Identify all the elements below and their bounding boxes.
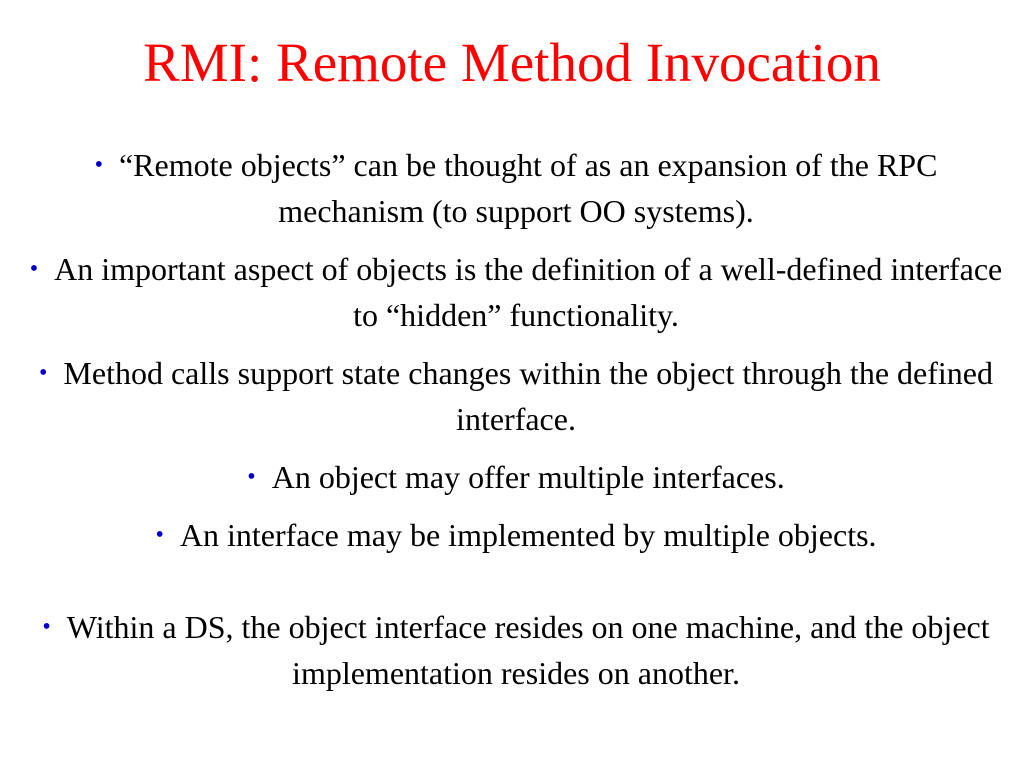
bullet-icon: • (247, 464, 256, 490)
bullet-text: Method calls support state changes within the object through the defined interface. (63, 355, 993, 437)
bullet-item-distributed-system (28, 604, 1004, 696)
bullet-icon: • (39, 360, 48, 386)
bullet-item-multiple-interfaces (28, 454, 1004, 500)
bullet-icon: • (94, 152, 103, 178)
bullet-item-method-calls (28, 350, 1004, 442)
bullet-item-interface-definition (28, 246, 1004, 338)
slide-title: RMI: Remote Method Invocation (143, 32, 881, 93)
bullet-item-multiple-objects (28, 512, 1004, 558)
bullet-icon: • (42, 614, 51, 640)
bullet-list (28, 142, 1004, 708)
bullet-text: An object may offer multiple interfaces. (271, 459, 785, 495)
bullet-text: “Remote objects” can be thought of as an expansion of the RPC mechanism (to support OO systems). (118, 147, 938, 229)
bullet-item-remote-objects (28, 142, 1004, 234)
bullet-text: An important aspect of objects is the definition of a well-defined interface to “hidden” functionality. (54, 251, 1003, 333)
bullet-icon: • (155, 522, 164, 548)
bullet-icon: • (29, 256, 39, 282)
bullet-text: Within a DS, the object interface resides on one machine, and the object implementation resides on another. (66, 609, 990, 691)
bullet-text: An interface may be implemented by multiple objects. (179, 517, 877, 553)
